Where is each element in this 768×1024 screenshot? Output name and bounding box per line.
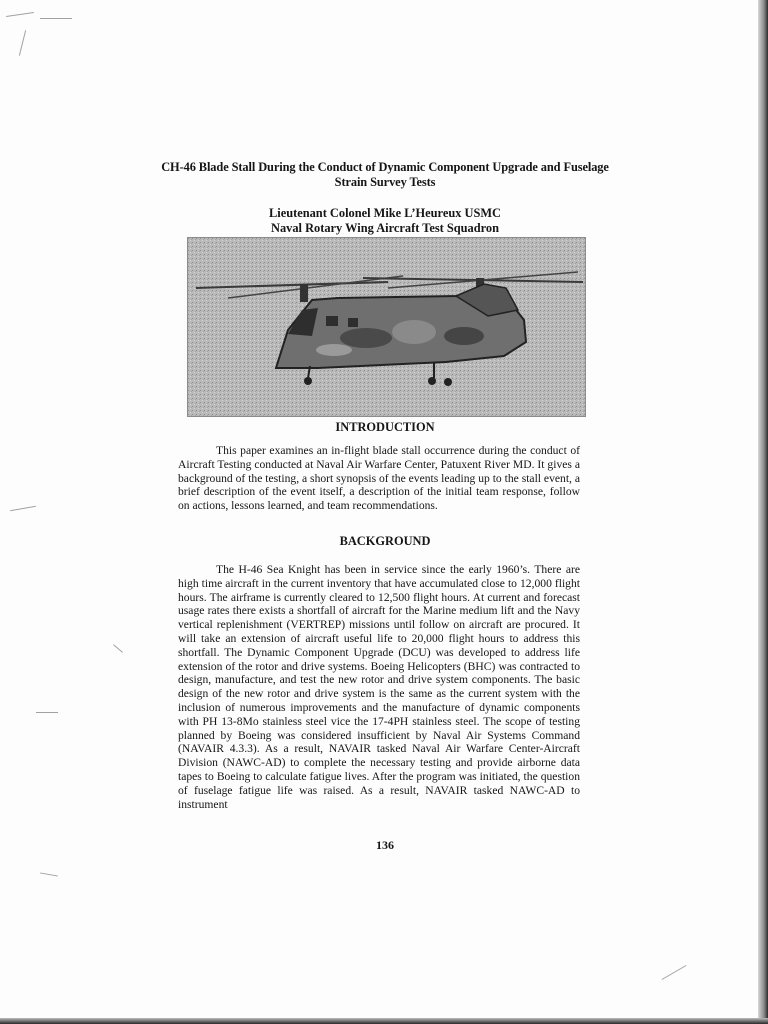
- author-block: [150, 206, 620, 236]
- scanned-page-edge: [758, 0, 768, 1024]
- scan-mark: [113, 644, 123, 652]
- page-number: 136: [376, 838, 394, 852]
- scan-mark: [40, 872, 58, 876]
- scan-mark: [36, 712, 58, 713]
- scan-mark: [40, 18, 72, 19]
- scan-mark: [19, 30, 26, 55]
- organization-line: Naval Rotary Wing Aircraft Test Squadron: [271, 221, 499, 235]
- section-heading-introduction: INTRODUCTION: [335, 420, 435, 434]
- paper-title: CH-46 Blade Stall During the Conduct of Dynamic Component Upgrade and Fuselage Strain Survey Tests: [161, 160, 609, 189]
- helicopter-photo: [187, 237, 586, 417]
- section-heading-background: BACKGROUND: [339, 534, 431, 548]
- scanned-bottom-edge: [0, 1018, 768, 1024]
- tandem-rotor-helicopter-icon: [188, 238, 585, 416]
- author-line: Lieutenant Colonel Mike L’Heureux USMC: [269, 206, 501, 220]
- scan-mark: [662, 965, 687, 980]
- scan-mark: [10, 506, 36, 511]
- scan-mark: [6, 12, 34, 17]
- introduction-paragraph: This paper examines an in-flight blade stall occurrence during the conduct of Aircraft Testing conducted at Naval Air Warfare Center, Patuxent River MD. It gives a background of the testing, a short synopsis of the events leading up to the stall event, a brief description of the event itself, a description of the initial team response, follow on actions, lessons learned, and team recommendations.: [178, 444, 580, 513]
- background-paragraph: The H-46 Sea Knight has been in service since the early 1960’s. There are high time aircraft in the current inventory that have accumulated close to 12,000 flight hours. The airframe is currently cleared to 12,500 flight hours. At current and forecast usage rates there exists a shortfall of aircraft for the Marine medium lift and the Navy vertical replenishment (VERTREP) missions until follow on aircraft are procured. It will take an extension of aircraft useful life to 20,000 flight hours to address this shortfall. The Dynamic Component Upgrade (DCU) was developed to address life extension of the rotor and drive systems. Boeing Helicopters (BHC) was contracted to design, manufacture, and test the new rotor and drive system components. The basic design of the new rotor and drive system is the same as the current system with the inclusion of numerous improvements and the manufacture of dynamic components with PH 13-8Mo stainless steel vice the 17-4PH stainless steel. The scope of testing planned by Boeing was considered insufficient by Naval Air Systems Command (NAVAIR 4.3.3). As a result, NAVAIR tasked Naval Air Warfare Center-Aircraft Division (NAWC-AD) to complete the necessary testing and provide airborne data tapes to Boeing to calculate fatigue lives. After the program was initiated, the question of fuselage fatigue life was raised. As a result, NAVAIR tasked NAWC-AD to instrument: [178, 563, 580, 811]
